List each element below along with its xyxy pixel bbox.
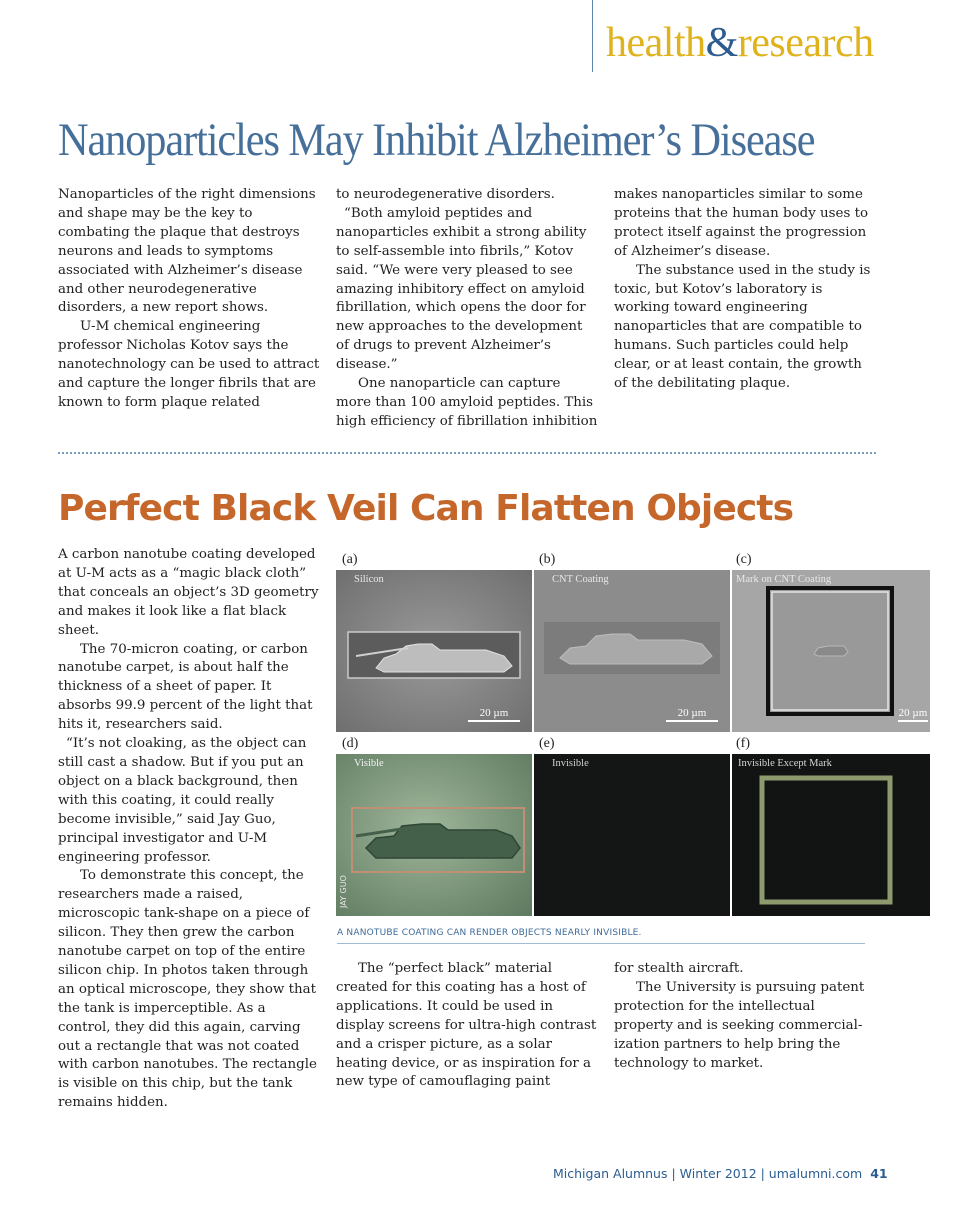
section-rule (592, 0, 593, 72)
section-ampersand: & (705, 20, 738, 66)
figure-caption: A NANOTUBE COATING CAN RENDER OBJECTS NEARLY INVISIBLE. (337, 928, 865, 944)
article2-paragraph: The 70-micron coating, or carbon nanotube carpet, is about half the thickness of a sheet of paper. It absorbs 99.9 percent of the light that hits it, researchers said. (58, 641, 313, 733)
article1-paragraph: The substance used in the study is toxic, but Kotov’s laboratory is working toward engineering nanoparticles that are compatible to humans. Such particles could help clear, or at least contain, the growth of the debilitating plaque. (614, 262, 871, 392)
scale-bar-label: 20 µm (898, 707, 928, 719)
panel-silicon-sem (336, 570, 532, 732)
article2-paragraph: for stealth aircraft. (614, 961, 744, 976)
article2-column-3 (614, 960, 876, 1073)
article2-paragraph: The University is pursuing patent protection for the intellectual property and is seeking commercial-ization partners to help bring the technology to market. (614, 979, 865, 1071)
dotted-divider (58, 452, 876, 454)
mark-only-image (732, 754, 930, 916)
panel-title-mark: Mark on CNT Coating (736, 574, 832, 585)
panel-label-f: (f) (736, 736, 750, 751)
article1-paragraph: “Both amyloid peptides and nanoparticles exhibit a strong ability to self-assemble into fibrils,” Kotov said. “We were very pleased to see amazing inhibitory effect on amyloid fibrillation, which opens the door for new approaches to the development of drugs to prevent Alzheimer’s disease.” (336, 205, 587, 373)
panel-cnt-coating (534, 570, 730, 732)
page-number: 41 (870, 1166, 888, 1181)
article2-column-1 (58, 546, 320, 1113)
photo-credit: JAY GUO (339, 875, 348, 908)
scale-bar (468, 707, 520, 722)
section-word-health: health (606, 20, 706, 66)
panel-title-visible: Visible (354, 758, 384, 769)
panel-title-silicon: Silicon (354, 574, 384, 585)
panel-label-a: (a) (342, 552, 358, 567)
article1-column-3 (614, 186, 876, 394)
article1-paragraph: Nanoparticles of the right dimensions and shape may be the key to combating the plaque that destroys neurons and leads to symptoms associated with Alzheimer’s disease and other neurodegenerative disorders, a new report shows. (58, 187, 316, 316)
panel-label-d: (d) (342, 736, 359, 751)
panel-label-b: (b) (539, 552, 556, 567)
footer-publication: Michigan Alumnus | Winter 2012 | umalumni.com (553, 1166, 863, 1181)
article1-paragraph: One nanoparticle can capture more than 100 amyloid peptides. This high efficiency of fibrillation inhibition (336, 376, 598, 429)
panel-visible (336, 754, 532, 916)
panel-mark-on-cnt (732, 570, 930, 732)
scale-bar (666, 707, 718, 722)
nanotube-figure (336, 550, 930, 920)
article1-column-2 (336, 186, 598, 432)
scale-bar-label: 20 µm (479, 707, 509, 719)
article2-paragraph: “It’s not cloaking, as the object can still cast a shadow. But if you put an object on a black background, then with this coating, it could really become invisible,” said Jay Guo, principal investigator and U-M engineering professor. (58, 736, 307, 865)
article1-paragraph: makes nanoparticles similar to some proteins that the human body uses to protect itself against the progression of Alzheimer’s disease. (614, 187, 869, 259)
panel-invisible-except-mark (732, 754, 930, 916)
section-tag (606, 18, 874, 68)
article2-paragraph: To demonstrate this concept, the researchers made a raised, microscopic tank-shape on a piece of silicon. They then grew the carbon nanotube carpet on top of the entire silicon chip. In photos taken through an optical microscope, they show that the tank is imperceptible. As a control, they did this again, carving out a rectangle that was not coated with carbon nanotubes. The rectangle is visible on this chip, but the tank remains hidden. (58, 868, 317, 1111)
scale-bar-line (468, 720, 520, 722)
scale-bar-line (666, 720, 718, 722)
article1-headline: Nanoparticles May Inhibit Alzheimer’s Disease (58, 114, 815, 166)
panel-invisible (534, 754, 730, 916)
article2-paragraph: A carbon nanotube coating developed at U-M acts as a “magic black cloth” that conceals an object’s 3D geometry and makes it look like a flat black sheet. (58, 547, 319, 638)
article2-headline: Perfect Black Veil Can Flatten Objects (58, 488, 794, 529)
scale-bar-label: 20 µm (677, 707, 707, 719)
panel-label-e: (e) (539, 736, 555, 751)
scale-bar-line (898, 720, 928, 722)
tank-visible-image (336, 754, 532, 916)
panel-title-cnt: CNT Coating (552, 574, 609, 585)
section-word-research: research (737, 20, 874, 66)
scale-bar (898, 707, 928, 722)
panel-label-c: (c) (736, 552, 752, 567)
panel-title-invisible: Invisible (552, 758, 589, 769)
article2-paragraph: The “perfect black” material created for this coating has a host of applications. It could be used in display screens for ultra-high contrast and a crisper picture, as a solar heating device, or as inspiration for a new type of camouflaging paint (336, 961, 597, 1090)
page-footer (553, 1166, 888, 1181)
panel-title-except-mark: Invisible Except Mark (738, 758, 832, 769)
article1-column-1 (58, 186, 320, 413)
article1-paragraph: to neurodegenerative disorders. (336, 187, 555, 202)
article1-paragraph: U-M chemical engineering professor Nicholas Kotov says the nanotechnology can be used to attract and capture the longer fibrils that are known to form plaque related (58, 319, 320, 410)
article2-column-2 (336, 960, 598, 1092)
